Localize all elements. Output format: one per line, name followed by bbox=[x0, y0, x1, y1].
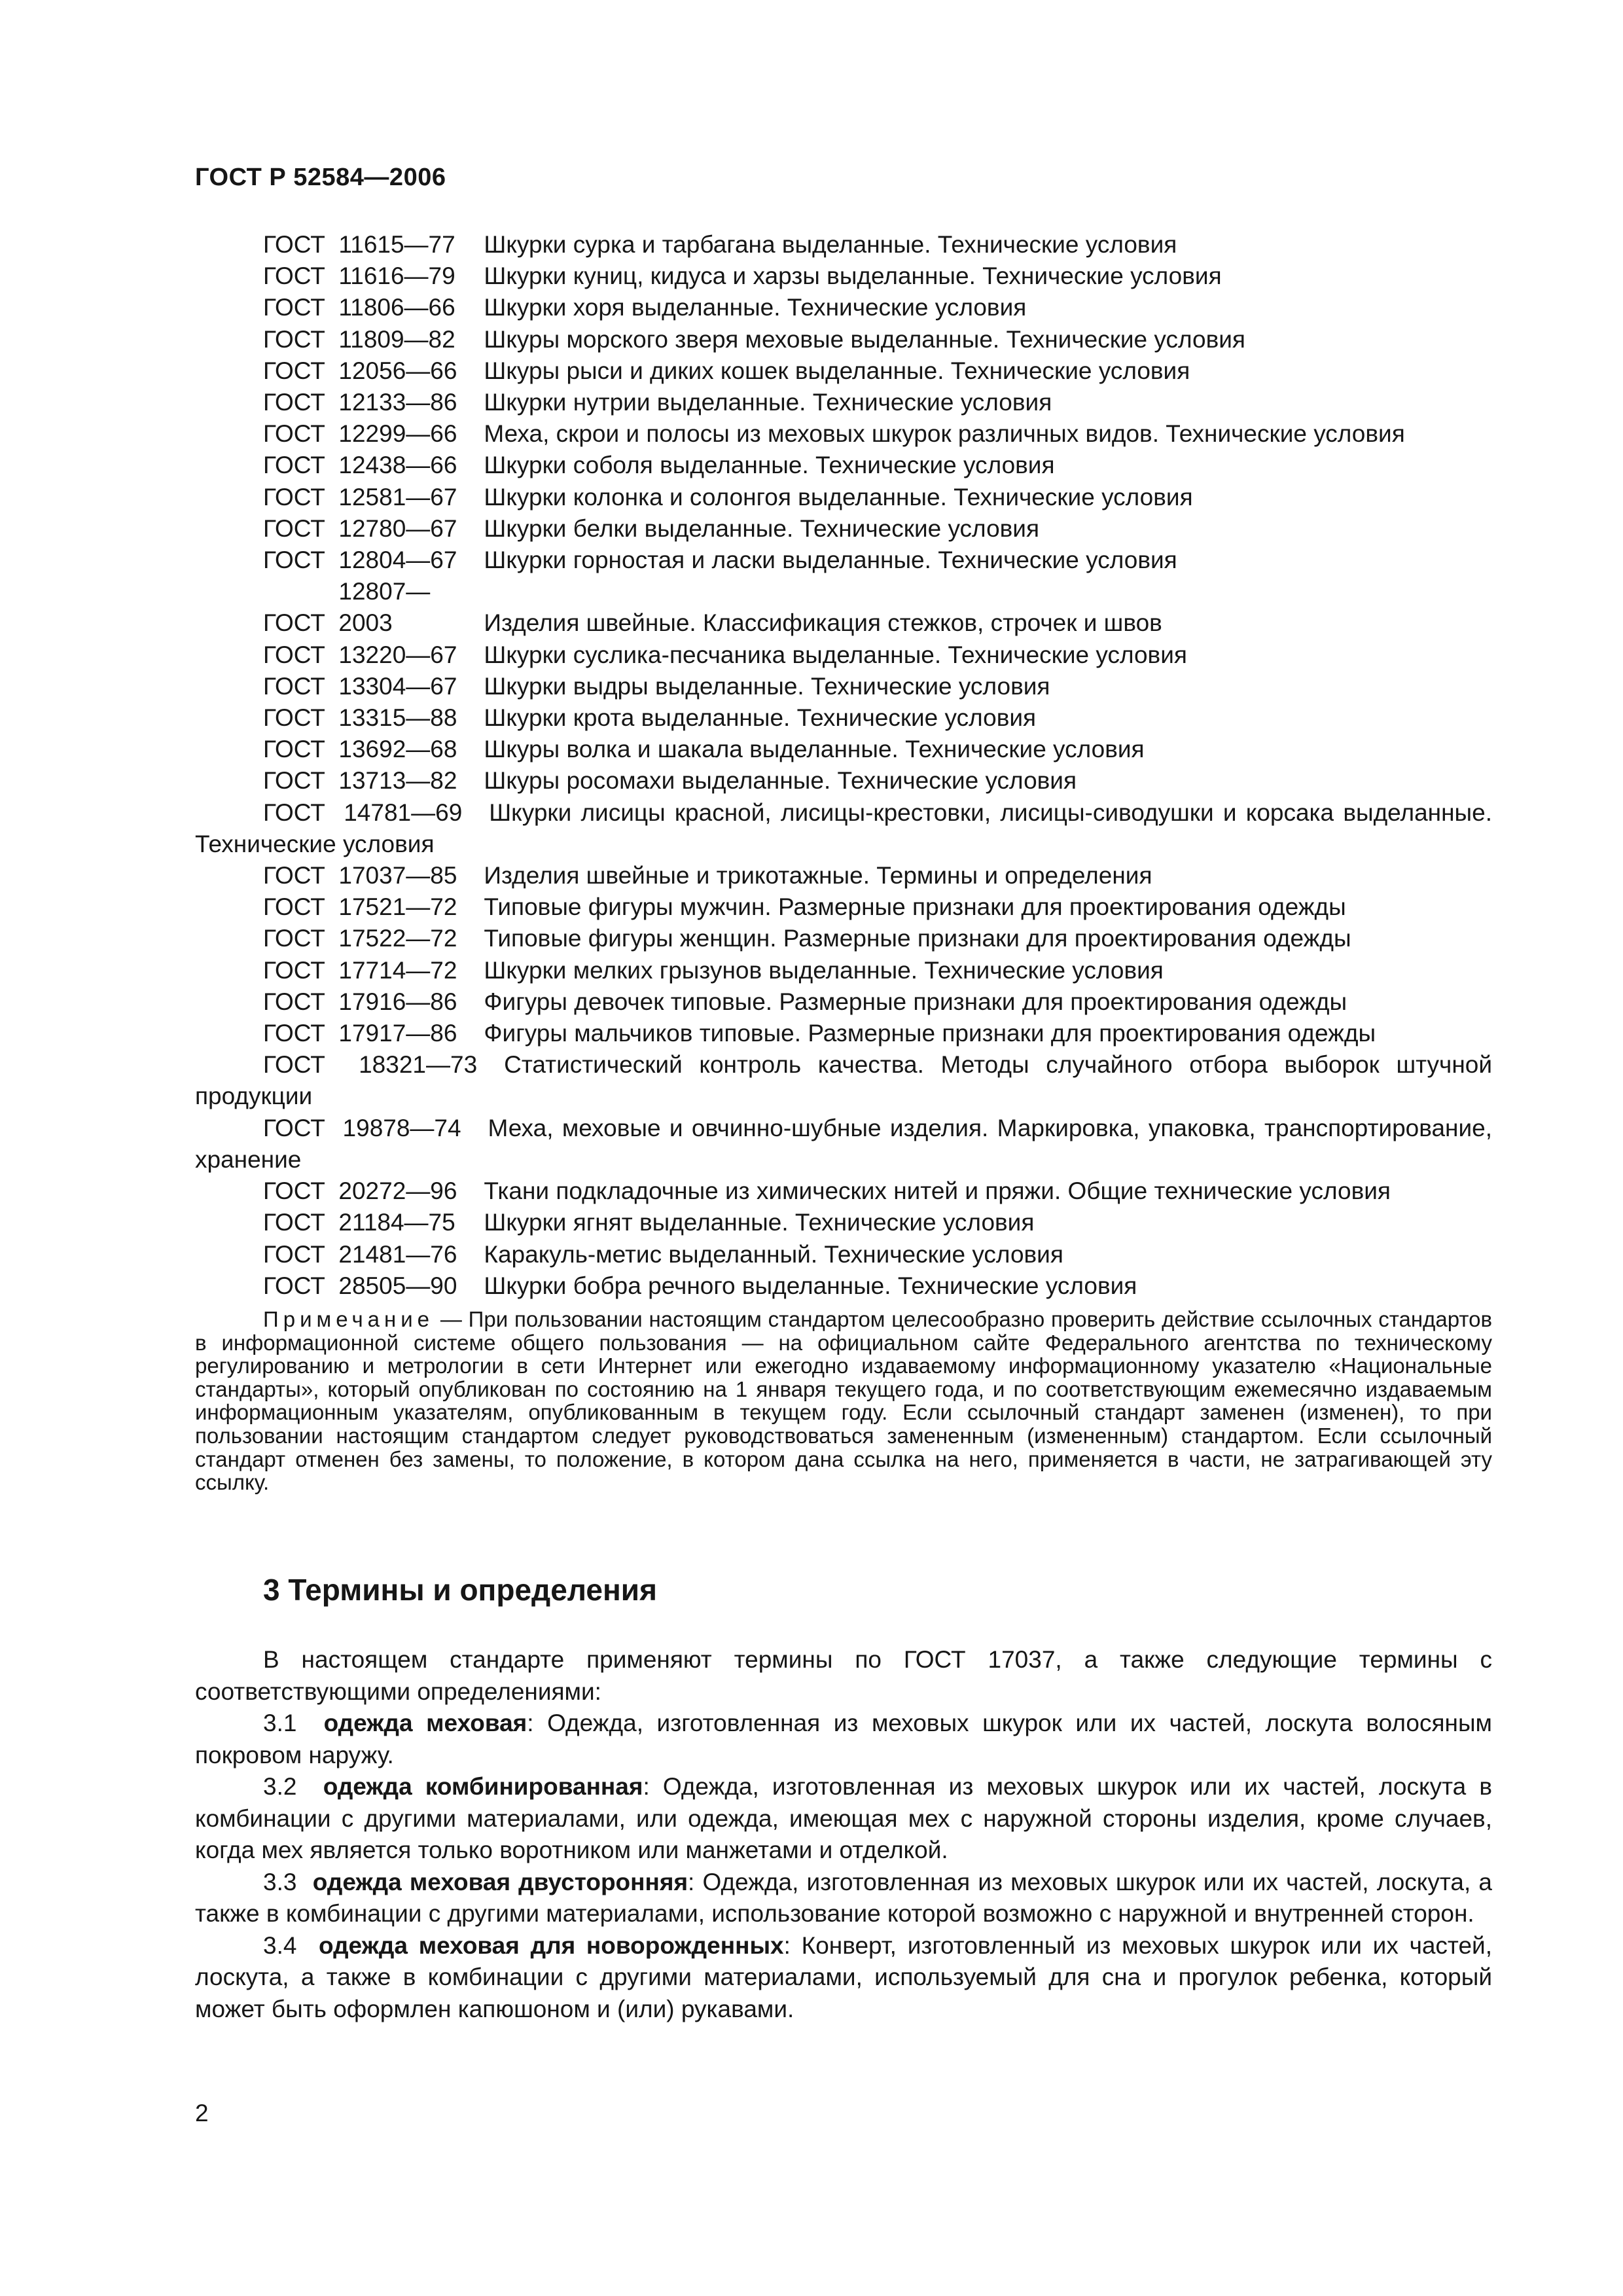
reference-number: 12299—66 bbox=[338, 420, 457, 448]
reference-item bbox=[195, 1175, 1492, 1207]
term-number: 3.3 bbox=[263, 1868, 297, 1895]
reference-number: 13220—67 bbox=[338, 641, 457, 668]
term-3-4 bbox=[195, 1930, 1492, 2026]
reference-item bbox=[195, 545, 1492, 576]
reference-prefix: ГОСТ bbox=[263, 389, 325, 416]
reference-prefix: ГОСТ bbox=[263, 1020, 325, 1047]
reference-prefix: ГОСТ bbox=[263, 672, 325, 700]
reference-number: 12780—67 bbox=[338, 514, 457, 542]
reference-title: Шкурки лисицы красной, лисицы-крестовки, лисицы-сиводушки и корсака выделанные. Технические условия bbox=[195, 798, 1492, 857]
reference-prefix: ГОСТ bbox=[263, 483, 325, 511]
reference-number: 12438—66 bbox=[338, 452, 457, 479]
page-number: 2 bbox=[195, 2100, 209, 2126]
reference-prefix: ГОСТ bbox=[263, 798, 325, 826]
page-header: ГОСТ Р 52584—2006 bbox=[195, 164, 446, 191]
reference-item bbox=[195, 891, 1492, 923]
reference-number: 11616—79 bbox=[338, 262, 455, 290]
reference-item bbox=[195, 387, 1492, 418]
reference-prefix: ГОСТ bbox=[263, 704, 325, 732]
reference-item bbox=[195, 355, 1492, 387]
reference-number: 11806—66 bbox=[338, 294, 455, 321]
term-definition: : Одежда, изготовленная из меховых шкурок или их частей, лоскута в комбинации с другими материалами, или одежда, имеющая мех с наружной стороны изделия, кроме случаев, когда мех является только воротником или манжетами и отделкой. bbox=[195, 1773, 1493, 1863]
reference-prefix: ГОСТ bbox=[263, 988, 325, 1015]
term-title: одежда меховая двусторонняя bbox=[312, 1868, 688, 1895]
reference-title: Шкурки суслика-песчаника выделанные. Технические условия bbox=[484, 641, 1187, 668]
reference-prefix: ГОСТ bbox=[263, 1209, 325, 1236]
reference-number: 18321—73 bbox=[359, 1051, 478, 1079]
reference-number: 21184—75 bbox=[338, 1209, 455, 1236]
reference-list bbox=[195, 229, 1492, 1302]
term-number: 3.1 bbox=[263, 1710, 297, 1736]
reference-prefix: ГОСТ bbox=[263, 514, 325, 542]
reference-title: Меха, меховые и овчинно-шубные изделия. Маркировка, упаковка, транспортирование, хранение bbox=[195, 1114, 1492, 1173]
term-3-1 bbox=[195, 1708, 1492, 1771]
note-block bbox=[195, 1308, 1492, 1494]
reference-number: 12133—86 bbox=[338, 389, 457, 416]
reference-prefix: ГОСТ bbox=[263, 736, 325, 763]
reference-prefix: ГОСТ bbox=[263, 325, 325, 353]
reference-title: Шкурки мелких грызунов выделанные. Технические условия bbox=[484, 956, 1164, 984]
reference-prefix: ГОСТ bbox=[263, 956, 325, 984]
reference-number: 12581—67 bbox=[338, 483, 457, 511]
reference-prefix: ГОСТ bbox=[263, 1051, 325, 1079]
reference-title: Шкурки ягнят выделанные. Технические условия bbox=[484, 1209, 1035, 1236]
reference-title: Шкурки соболя выделанные. Технические условия bbox=[484, 452, 1055, 479]
reference-prefix: ГОСТ bbox=[263, 893, 325, 921]
reference-number: 13304—67 bbox=[338, 672, 457, 700]
reference-item bbox=[195, 482, 1492, 513]
reference-number: 12807—2003 bbox=[338, 578, 431, 637]
reference-title: Шкурки выдры выделанные. Технические условия bbox=[484, 672, 1050, 700]
reference-prefix: ГОСТ bbox=[263, 420, 325, 448]
reference-item bbox=[195, 418, 1492, 450]
reference-title: Типовые фигуры женщин. Размерные признаки для проектирования одежды bbox=[484, 925, 1351, 952]
term-number: 3.2 bbox=[263, 1773, 297, 1800]
reference-item bbox=[195, 1049, 1492, 1112]
term-3-2 bbox=[195, 1771, 1492, 1867]
reference-item bbox=[195, 229, 1492, 260]
reference-number: 12056—66 bbox=[338, 357, 457, 384]
reference-prefix: ГОСТ bbox=[263, 357, 325, 384]
reference-prefix: ГОСТ bbox=[263, 1272, 325, 1299]
section-heading: 3 Термины и определения bbox=[263, 1573, 657, 1607]
reference-number: 17916—86 bbox=[338, 988, 457, 1015]
reference-number: 20272—96 bbox=[338, 1177, 457, 1205]
reference-title: Шкурки нутрии выделанные. Технические условия bbox=[484, 389, 1052, 416]
reference-item bbox=[195, 450, 1492, 481]
reference-number: 12804—67 bbox=[338, 547, 457, 574]
reference-item bbox=[195, 324, 1492, 355]
reference-title: Шкурки хоря выделанные. Технические условия bbox=[484, 294, 1027, 321]
reference-number: 17917—86 bbox=[338, 1020, 457, 1047]
reference-title: Шкуры росомахи выделанные. Технические условия bbox=[484, 767, 1077, 795]
reference-title: Изделия швейные и трикотажные. Термины и определения bbox=[484, 862, 1152, 889]
reference-title: Каракуль-метис выделанный. Технические условия bbox=[484, 1240, 1063, 1268]
term-number: 3.4 bbox=[263, 1931, 297, 1959]
reference-prefix: ГОСТ bbox=[263, 231, 325, 258]
reference-item bbox=[195, 702, 1492, 734]
term-definition: : Одежда, изготовленная из меховых шкурок или их частей, лоскута волосяным покровом наружу. bbox=[195, 1710, 1492, 1768]
term-definition: : Конверт, изготовленный из меховых шкурок или их частей, лоскута, а также в комбинации с другими материалами, используемый для сна и прогулок ребенка, который может быть оформлен капюшоном и (или) рукавами. bbox=[195, 1931, 1492, 2022]
term-title: одежда комбинированная bbox=[323, 1773, 643, 1800]
reference-title: Шкуры морского зверя меховые выделанные. Технические условия bbox=[484, 325, 1245, 353]
reference-title: Шкурки сурка и тарбагана выделанные. Технические условия bbox=[484, 231, 1177, 258]
reference-title: Шкурки колонка и солонгоя выделанные. Технические условия bbox=[484, 483, 1193, 511]
reference-title: Шкуры волка и шакала выделанные. Технические условия bbox=[484, 736, 1145, 763]
reference-number: 17522—72 bbox=[338, 925, 457, 952]
reference-title: Типовые фигуры мужчин. Размерные признаки для проектирования одежды bbox=[484, 893, 1346, 921]
reference-number: 13315—88 bbox=[338, 704, 457, 732]
reference-number: 11809—82 bbox=[338, 325, 455, 353]
reference-title: Шкурки белки выделанные. Технические условия bbox=[484, 514, 1040, 542]
note-label: Примечание bbox=[263, 1307, 435, 1331]
reference-prefix: ГОСТ bbox=[263, 547, 325, 574]
reference-item bbox=[195, 1113, 1492, 1175]
note-paragraph bbox=[195, 1308, 1492, 1494]
reference-title: Шкурки куниц, кидуса и харзы выделанные. Технические условия bbox=[484, 262, 1222, 290]
reference-number: 17521—72 bbox=[338, 893, 457, 921]
section-intro: В настоящем стандарте применяют термины по ГОСТ 17037, а также следующие термины с соответствующими определениями: bbox=[195, 1646, 1492, 1705]
reference-prefix: ГОСТ bbox=[263, 641, 325, 668]
reference-item bbox=[195, 955, 1492, 986]
reference-number: 17037—85 bbox=[338, 862, 457, 889]
reference-prefix: ГОСТ bbox=[263, 925, 325, 952]
term-3-3 bbox=[195, 1867, 1492, 1930]
reference-title: Шкуры рыси и диких кошек выделанные. Технические условия bbox=[484, 357, 1190, 384]
reference-item bbox=[195, 513, 1492, 545]
reference-number: 14781—69 bbox=[344, 798, 463, 826]
reference-item bbox=[195, 671, 1492, 702]
reference-title: Шкурки крота выделанные. Технические условия bbox=[484, 704, 1037, 732]
reference-prefix: ГОСТ bbox=[263, 294, 325, 321]
reference-number: 17714—72 bbox=[338, 956, 457, 984]
reference-prefix: ГОСТ bbox=[263, 609, 325, 637]
reference-item bbox=[195, 260, 1492, 292]
term-title: одежда меховая для новорожденных bbox=[318, 1931, 784, 1959]
term-definition: : Одежда, изготовленная из меховых шкурок или их частей, лоскута, а также в комбинации с другими материалами, использование которой возможно с наружной и внутренней сторон. bbox=[195, 1868, 1493, 1927]
reference-number: 13713—82 bbox=[338, 767, 457, 795]
reference-title: Фигуры мальчиков типовые. Размерные признаки для проектирования одежды bbox=[484, 1020, 1376, 1047]
reference-item bbox=[195, 576, 1492, 639]
reference-number: 11615—77 bbox=[338, 231, 455, 258]
reference-title: Шкурки бобра речного выделанные. Технические условия bbox=[484, 1272, 1137, 1299]
reference-prefix: ГОСТ bbox=[263, 767, 325, 795]
reference-item bbox=[195, 797, 1492, 860]
reference-item bbox=[195, 1239, 1492, 1270]
reference-item bbox=[195, 986, 1492, 1018]
reference-prefix: ГОСТ bbox=[263, 1177, 325, 1205]
reference-item bbox=[195, 1270, 1492, 1302]
reference-prefix: ГОСТ bbox=[263, 1240, 325, 1268]
reference-number: 21481—76 bbox=[338, 1240, 457, 1268]
note-text: — При пользовании настоящим стандартом целесообразно проверить действие ссылочных стандартов в информационной системе общего пользования — на официальном сайте Федерального агентства по техническому регулированию и метрологии в сети Интернет или ежегодно издаваемому информационному указателю «Национальные стандарты», который опубликован по состоянию на 1 января текущего года, и по соответствующим ежемесячно издаваемым информационным указателям, опубликованным в текущем году. Если ссылочный стандарт заменен (изменен), то при пользовании настоящим стандартом следует руководствоваться замененным (измененным) стандартом. Если ссылочный стандарт отменен без замены, то положение, в котором дана ссылка на него, применяется в части, не затрагивающей эту ссылку. bbox=[195, 1307, 1492, 1495]
reference-number: 28505—90 bbox=[338, 1272, 457, 1299]
reference-item bbox=[195, 1207, 1492, 1238]
reference-item bbox=[195, 923, 1492, 954]
section-body bbox=[195, 1644, 1492, 2025]
reference-prefix: ГОСТ bbox=[263, 262, 325, 290]
reference-title: Изделия швейные. Классификация стежков, строчек и швов bbox=[484, 609, 1162, 637]
reference-title: Фигуры девочек типовые. Размерные признаки для проектирования одежды bbox=[484, 988, 1347, 1015]
reference-item bbox=[195, 734, 1492, 765]
reference-number: 13692—68 bbox=[338, 736, 457, 763]
reference-prefix: ГОСТ bbox=[263, 862, 325, 889]
reference-item bbox=[195, 1018, 1492, 1049]
reference-title: Шкурки горностая и ласки выделанные. Технические условия bbox=[484, 547, 1177, 574]
reference-item bbox=[195, 765, 1492, 797]
reference-title: Статистический контроль качества. Методы случайного отбора выборок штучной продукции bbox=[195, 1051, 1492, 1110]
reference-prefix: ГОСТ bbox=[263, 452, 325, 479]
term-title: одежда меховая bbox=[323, 1710, 527, 1736]
reference-item bbox=[195, 860, 1492, 891]
reference-prefix: ГОСТ bbox=[263, 1114, 325, 1141]
reference-title: Меха, скрои и полосы из меховых шкурок различных видов. Технические условия bbox=[484, 420, 1405, 448]
reference-item bbox=[195, 639, 1492, 671]
reference-item bbox=[195, 292, 1492, 323]
reference-title: Ткани подкладочные из химических нитей и пряжи. Общие технические условия bbox=[484, 1177, 1391, 1205]
reference-number: 19878—74 bbox=[342, 1114, 461, 1141]
